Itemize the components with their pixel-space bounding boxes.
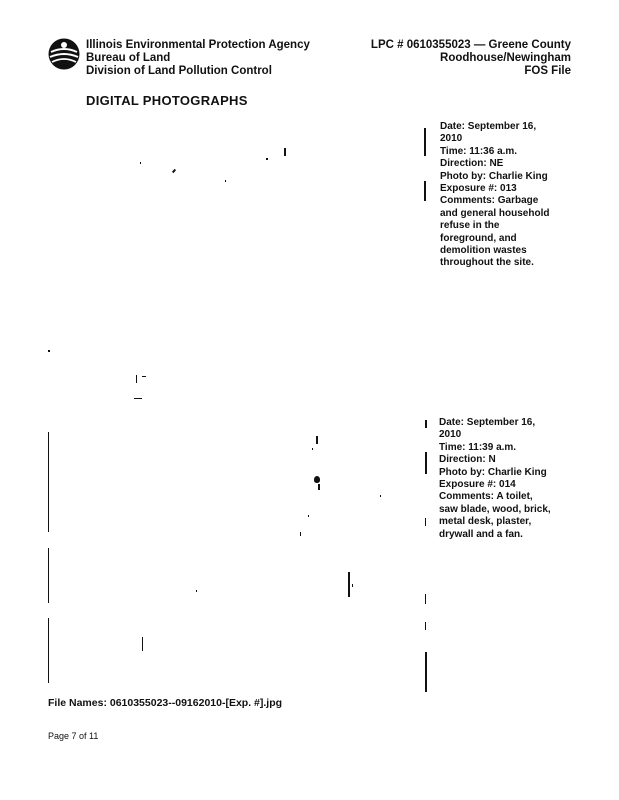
photo-1-comment-line: Comments: Garbage bbox=[440, 195, 539, 207]
photo-1 bbox=[40, 118, 420, 403]
photo-1-direction: Direction: NE bbox=[440, 158, 504, 170]
agency-name: Illinois Environmental Protection Agency bbox=[86, 39, 310, 51]
photo-1-exposure: Exposure #: 013 bbox=[440, 183, 517, 195]
photo-1-time: Time: 11:36 a.m. bbox=[440, 145, 518, 157]
division-name: Division of Land Pollution Control bbox=[86, 65, 272, 77]
file-names: File Names: 0610355023--09162010-[Exp. #].jpg bbox=[48, 697, 283, 709]
photo-2-time: Time: 11:39 a.m. bbox=[439, 441, 517, 453]
photo-1-date: Date: September 16, bbox=[440, 121, 537, 132]
file-type: FOS File bbox=[524, 65, 571, 77]
photo-1-year: 2010 bbox=[440, 133, 463, 145]
lpc-number: LPC # 0610355023 — Greene County bbox=[370, 39, 571, 51]
agency-block bbox=[86, 39, 310, 78]
photo-2-comment-line: drywall and a fan. bbox=[439, 528, 523, 540]
photo-1-comment-line: refuse in the bbox=[440, 220, 500, 232]
illinois-epa-seal-icon bbox=[47, 37, 81, 71]
photo-1-comment-line: foreground, and bbox=[440, 232, 517, 244]
photo-1-caption bbox=[440, 121, 565, 270]
photo-2-comment-line: saw blade, wood, brick, bbox=[439, 503, 551, 515]
bureau-name: Bureau of Land bbox=[86, 52, 171, 64]
photo-2-date: Date: September 16, bbox=[439, 417, 536, 428]
photo-2 bbox=[40, 410, 420, 690]
page-title: DIGITAL PHOTOGRAPHS bbox=[86, 93, 248, 108]
lpc-block bbox=[371, 39, 571, 78]
photo-1-comment-line: and general household bbox=[440, 207, 550, 219]
photo-2-year: 2010 bbox=[439, 429, 462, 441]
photo-2-caption bbox=[439, 417, 564, 541]
photo-1-comment-line: demolition wastes bbox=[440, 245, 527, 257]
photo-1-photographer: Photo by: Charlie King bbox=[440, 170, 548, 182]
photo-1-comment-line: throughout the site. bbox=[440, 257, 534, 269]
site-name: Roodhouse/Newingham bbox=[440, 52, 571, 64]
page-number: Page 7 of 11 bbox=[48, 731, 99, 741]
photo-2-photographer: Photo by: Charlie King bbox=[439, 466, 547, 478]
photo-2-comment-line: Comments: A toilet, bbox=[439, 491, 533, 503]
photo-2-comment-line: metal desk, plaster, bbox=[439, 516, 532, 528]
photo-2-exposure: Exposure #: 014 bbox=[439, 479, 516, 491]
photo-2-direction: Direction: N bbox=[439, 454, 496, 466]
